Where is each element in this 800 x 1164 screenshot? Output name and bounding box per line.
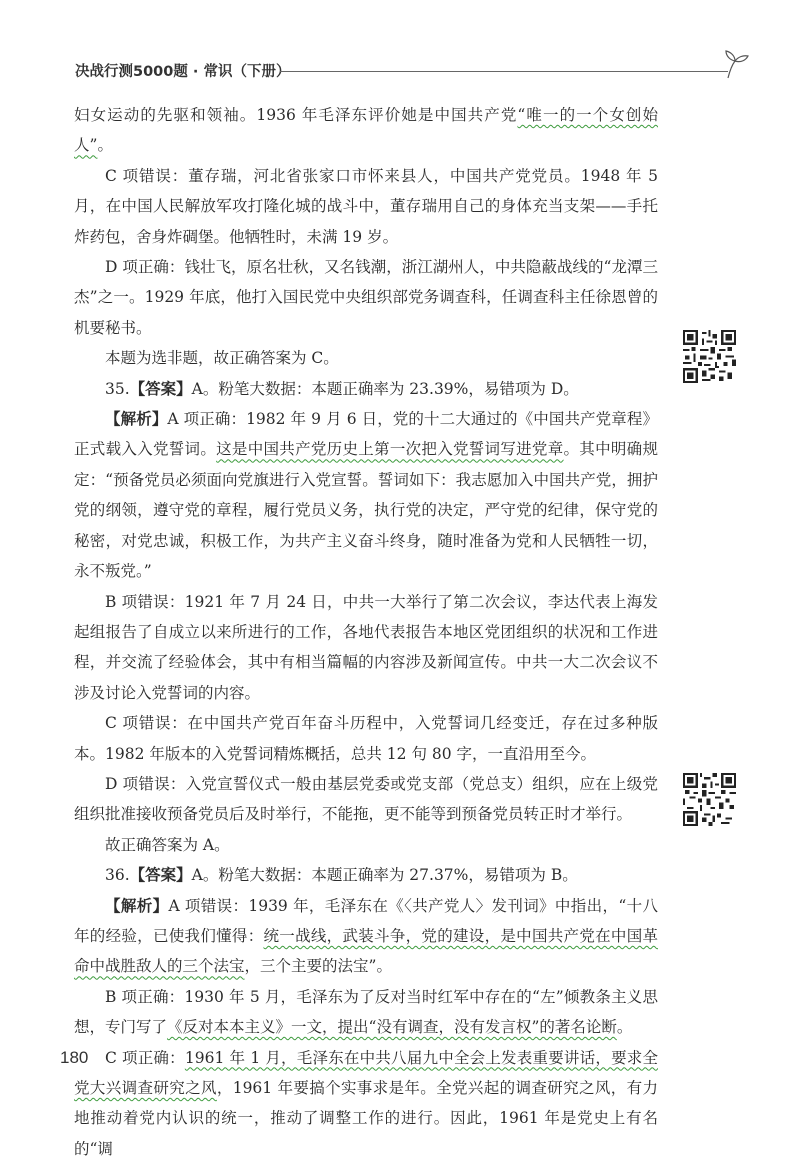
question-35-answer: 35.【答案】A。粉笔大数据：本题正确率为 23.39%，易错项为 D。 [105, 378, 579, 398]
header-rule [280, 71, 728, 72]
question-35-option-d: D 项错误：入党宣誓仪式一般由基层党委或党支部（党总支）组织，应在上级党组织批准接收预备党员后及时举行，不能拖，更不能等到预备党员转正时才举行。 [74, 774, 658, 824]
question-36-option-c: C 项正确：1961 年 1 月，毛泽东在中共八届九中全会上发表重要讲话，要求全党大兴调查研究之风，1961 年要搞个实事求是年。全党兴起的调查研究之风，有力地推动着党内认识的统一，推动了调整工作的进行。因此，1961 年是党史上有名的“调 [74, 1048, 658, 1158]
paragraph-option-c: C 项错误：董存瑞，河北省张家口市怀来县人，中国共产党党员。1948 年 5 月，在中国人民解放军攻打隆化城的战斗中，董存瑞用自己的身体充当支架——手托炸药包，舍身炸碉堡。他牺牲时，未满 19 岁。 [74, 166, 658, 246]
running-header [75, 54, 745, 84]
question-36-answer: 36.【答案】A。粉笔大数据：本题正确率为 27.37%，易错项为 B。 [105, 865, 578, 885]
highlight-investigation-1961: 1961 年 1 月，毛泽东在中共八届九中全会上发表重要讲话，要求全党大兴调查研究之风 [74, 1048, 658, 1097]
question-35-conclusion: 故正确答案为 A。 [105, 835, 230, 854]
qr-code-icon[interactable] [683, 330, 736, 383]
paragraph-option-d: D 项正确：钱壮飞，原名壮秋，又名钱潮，浙江湖州人，中共隐蔽战线的“龙潭三杰”之一。1929 年底，他打入国民党中央组织部党务调查科，任调查科主任徐恩曾的机要秘书。 [74, 258, 658, 337]
qr-code-icon[interactable] [683, 773, 736, 826]
page-number: 180 [60, 1048, 89, 1067]
question-35-option-c: C 项错误：在中国共产党百年奋斗历程中，入党誓词几经变迁，存在过多种版本。1982 年版本的入党誓词精炼概括，总共 12 句 80 字，一直沿用至今。 [74, 714, 658, 763]
book-title: 决战行测5000题 · 常识（下册） [75, 64, 291, 80]
highlight-only-female-founder: “唯一的一个女创始人” [74, 106, 658, 155]
paragraph-women-movement: 妇女运动的先驱和领袖。1936 年毛泽东评价她是中国共产党“唯一的一个女创始人”。 [74, 106, 658, 155]
paragraph-conclusion: 本题为选非题，故正确答案为 C。 [105, 349, 339, 368]
highlight-three-magic-weapons: 统一战线，武装斗争，党的建设，是中国共产党在中国革命中战胜敌人的三个法宝 [74, 926, 658, 976]
leaf-sprout-icon [720, 48, 750, 80]
highlight-against-book-worship: 《反对本本主义》一文，提出“没有调查，没有发言权”的著名论断 [167, 1018, 617, 1037]
question-36-analysis: 【解析】A 项错误：1939 年，毛泽东在《〈共产党人〉发刊词》中指出，“十八年的经验，已使我们懂得：统一战线，武装斗争，党的建设，是中国共产党在中国革命中战胜敌人的三个法宝，三个主要的法宝”。 [74, 895, 658, 976]
question-35-option-b: B 项错误：1921 年 7 月 24 日，中共一大举行了第二次会议，李达代表上海发起组报告了自成立以来所进行的工作，各地代表报告本地区党团组织的状况和工作进程，并交流了经验体会，其中有相当篇幅的内容涉及新闻宣传。中共一大二次会议不涉及讨论入党誓词的内容。 [74, 592, 658, 702]
question-36-option-b: B 项正确：1930 年 5 月，毛泽东为了反对当时红军中存在的“左”倾教条主义思想，专门写了《反对本本主义》一文，提出“没有调查，没有发言权”的著名论断。 [74, 987, 658, 1037]
page-body [74, 100, 658, 1164]
question-35-analysis: 【解析】A 项正确：1982 年 9 月 6 日，党的十二大通过的《中国共产党章程》正式载入入党誓词。这是中国共产党历史上第一次把入党誓词写进党章。其中明确规定：“预备党员必须面向党旗进行入党宣誓。誓词如下：我志愿加入中国共产党，拥护党的纲领，遵守党的章程，履行党员义务，执行党的决定，严守党的纪律，保守党的秘密，对党忠诚，积极工作，为共产主义奋斗终身，随时准备为党和人民牺牲一切，永不叛党。” [74, 409, 658, 581]
highlight-first-in-charter: 这是中国共产党历史上第一次把入党誓词写进党章 [216, 440, 564, 459]
